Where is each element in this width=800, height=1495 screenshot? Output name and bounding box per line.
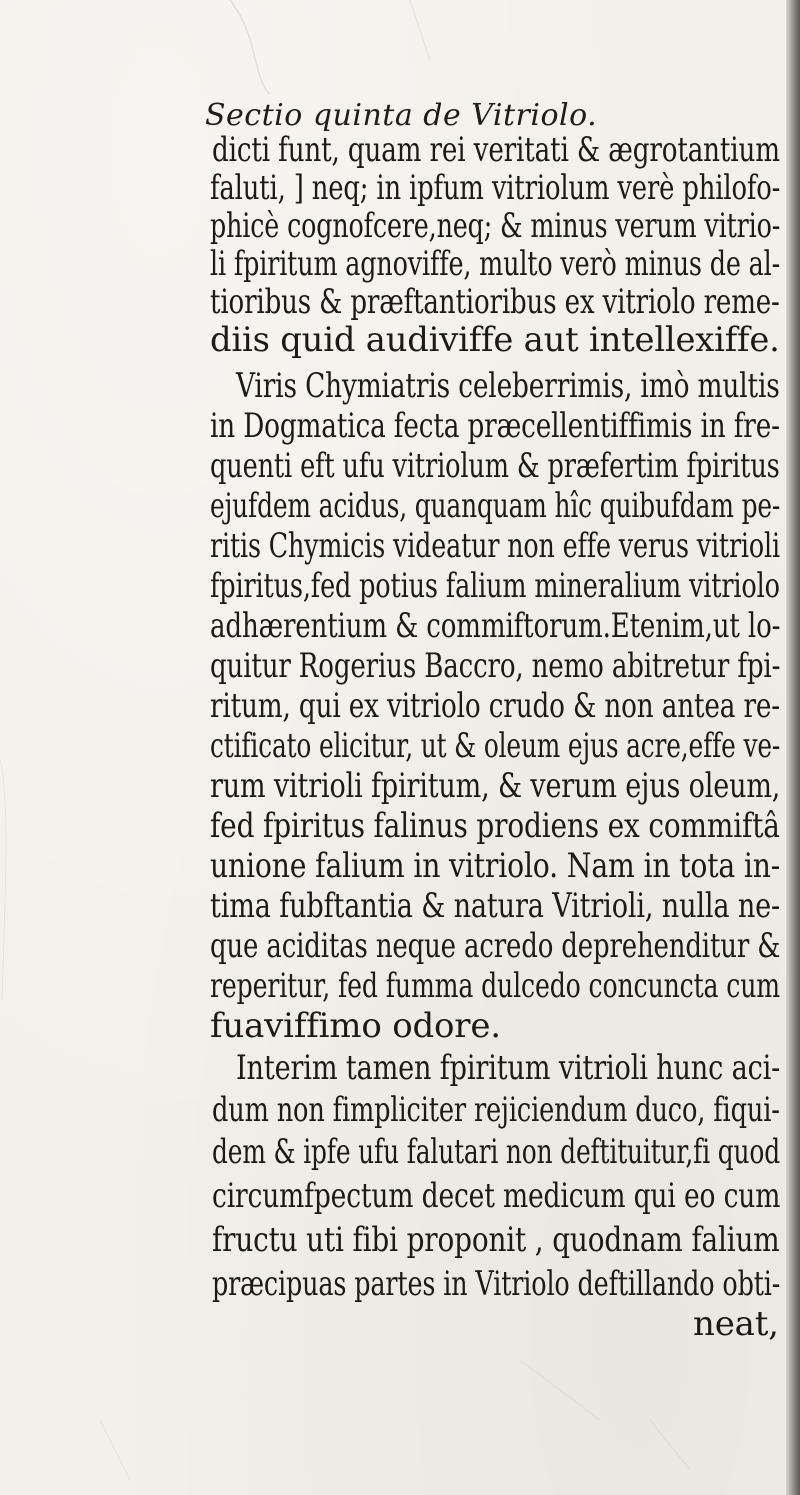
- text-line: ctificato elicitur, ut & oleum ejus acre,effe ve-: [210, 726, 781, 766]
- text-line: faluti, ] neq; in ipfum vitriolum verè philofo-: [210, 168, 781, 208]
- text-line: unione falium in vitriolo. Nam in tota in-: [210, 846, 781, 886]
- text-line: tima fubftantia & natura Vitrioli, nulla ne-: [210, 886, 781, 926]
- text-line: dem & ipfe ufu falutari non deftituitur,fi quod: [212, 1132, 780, 1172]
- text-line: diis quid audiviffe aut intellexiffe.: [210, 320, 780, 360]
- text-line: fructu uti fibi proponit , quodnam falium: [212, 1220, 780, 1260]
- text-line: li fpiritum agnoviffe, multo verò minus de al-: [210, 244, 781, 284]
- text-line: circumfpectum decet medicum qui eo cum: [212, 1176, 781, 1216]
- text-line: dicti funt, quam rei veritati & ægrotantium: [212, 130, 780, 170]
- text-line: fpiritus,fed potius falium mineralium vitriolo: [210, 566, 780, 606]
- text-line: quitur Rogerius Baccro, nemo abitretur fpi-: [210, 646, 781, 686]
- text-line: ritis Chymicis videatur non effe verus vitrioli: [210, 526, 780, 566]
- text-line: dum non fimpliciter rejiciendum duco, fiqui-: [212, 1090, 780, 1130]
- text-line: que aciditas neque acredo deprehenditur &: [210, 926, 781, 966]
- text-line: fed fpiritus falinus prodiens ex commiftâ: [210, 806, 780, 846]
- text-line: tioribus & præftantioribus ex vitriolo reme-: [210, 282, 780, 322]
- text-line: quenti eft ufu vitriolum & præfertim fpiritus: [210, 446, 780, 486]
- text-line: adhærentium & commiftorum.Etenim,ut lo-: [210, 606, 781, 646]
- text-line: rum vitrioli fpiritum, & verum ejus oleum,: [210, 766, 781, 806]
- text-line: in Dogmatica fecta præcellentiffimis in fre-: [210, 406, 780, 446]
- text-line: præcipuas partes in Vitriolo deftillando obti-: [212, 1264, 781, 1304]
- text-line: ritum, qui ex vitriolo crudo & non antea re-: [210, 686, 781, 726]
- text-line: phicè cognofcere,neq; & minus verum vitrio-: [210, 206, 781, 246]
- text-line: reperitur, fed fumma dulcedo concuncta cum: [210, 966, 780, 1006]
- section-header: Sectio quinta de Vitriolo.: [205, 98, 598, 133]
- text-line: fuaviffimo odore.: [210, 1006, 501, 1046]
- text-line: Interim tamen fpiritum vitrioli hunc aci-: [236, 1048, 781, 1088]
- text-line: ejufdem acidus, quanquam hîc quibufdam pe-: [210, 486, 781, 526]
- catchword: neat,: [693, 1304, 779, 1344]
- text-line: Viris Chymiatris celeberrimis, imò multis: [236, 366, 780, 406]
